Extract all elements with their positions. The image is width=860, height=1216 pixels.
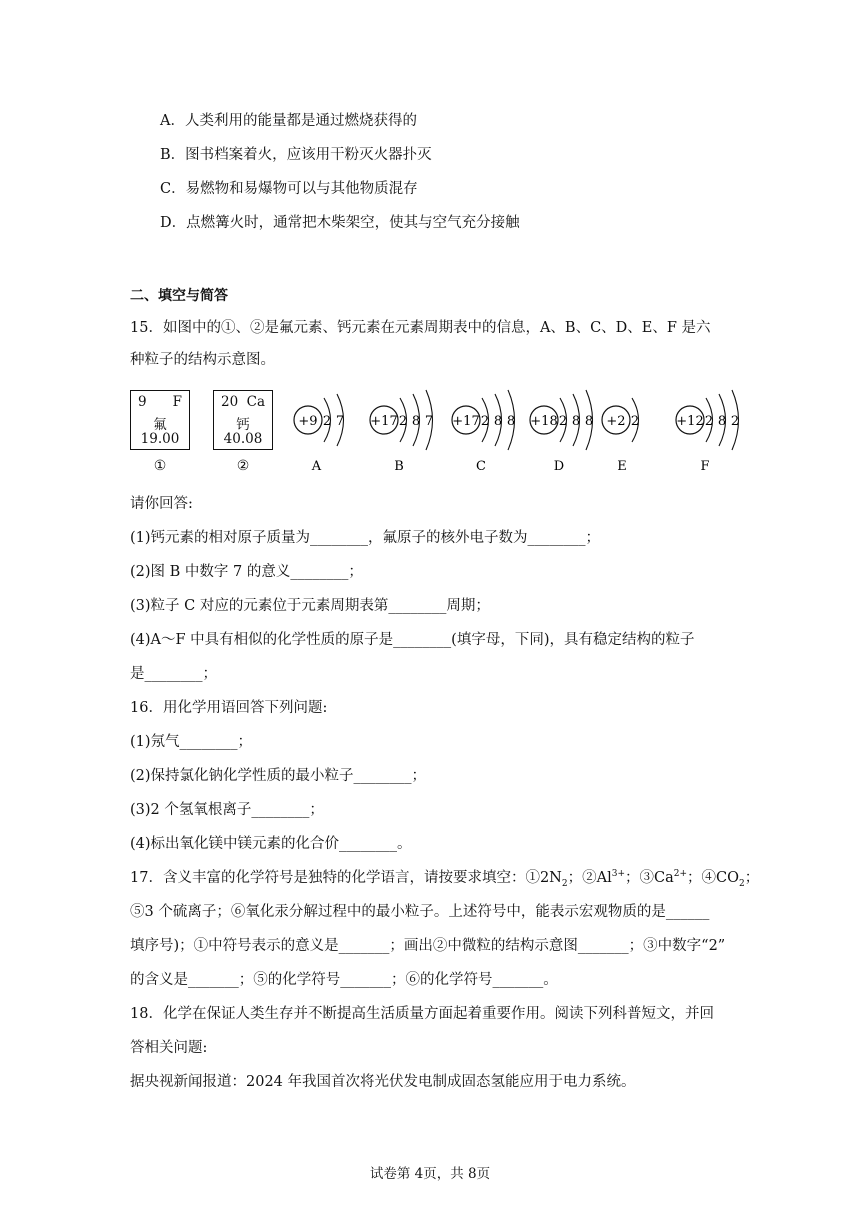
nucleus-charge: +2 xyxy=(606,414,626,429)
q15-sub2: (2)图 B 中数字 7 的意义________； xyxy=(130,564,363,580)
particle-label: C xyxy=(476,459,486,474)
option-c: C．易燃物和易爆物可以与其他物质混存 xyxy=(160,181,418,197)
atom-structure-diagrams xyxy=(0,370,860,480)
q18-line2: 答相关问题: xyxy=(130,1040,208,1056)
shell-electron-count: 8 xyxy=(717,414,727,429)
shell-electron-count: 2 xyxy=(704,414,714,429)
q17-text: 17．含义丰富的化学符号是独特的化学语言，请按要求填空：①2N xyxy=(130,870,562,886)
superscript: 2+ xyxy=(673,869,688,880)
subscript: 2 xyxy=(739,878,745,889)
option-d: D．点燃篝火时，通常把木柴架空，使其与空气充分接触 xyxy=(160,215,520,231)
particle-label: D xyxy=(553,459,565,474)
shell-electron-count: 7 xyxy=(335,414,345,429)
q17-text: ；②Al xyxy=(567,870,612,886)
particle-label: F xyxy=(700,459,710,474)
atomic-mass: 19.00 xyxy=(140,431,180,447)
q16-sub4: (4)标出氧化镁中镁元素的化合价________。 xyxy=(130,836,412,852)
nucleus-charge: +17 xyxy=(452,414,480,429)
q15-prompt: 请你回答: xyxy=(130,496,193,512)
q16-sub3: (3)2 个氢氧根离子________； xyxy=(130,802,324,818)
shell-electron-count: 8 xyxy=(411,414,421,429)
q17-text: ；③Ca xyxy=(625,870,674,886)
element-symbol: Ca xyxy=(246,394,265,410)
atom-diagram-c xyxy=(452,390,515,474)
nucleus-charge: +17 xyxy=(370,414,398,429)
element-name: 钙 xyxy=(236,417,250,433)
shell-electron-count: 8 xyxy=(571,414,581,429)
q17-line4: 的含义是_______；⑤的化学符号_______；⑥的化学符号_______。 xyxy=(130,972,558,988)
shell-electron-count: 2 xyxy=(730,414,740,429)
shell-electron-count: 2 xyxy=(558,414,568,429)
q18-line1: 18．化学在保证人类生存并不断提高生活质量方面起着重要作用。阅读下列科普短文，并回 xyxy=(130,1006,714,1022)
q15-line1: 15．如图中的①、②是氟元素、钙元素在元素周期表中的信息，A、B、C、D、E、F 是六 xyxy=(130,320,711,336)
particle-label: B xyxy=(394,459,404,474)
q18-line3: 据央视新闻报道：2024 年我国首次将光伏发电制成固态氢能应用于电力系统。 xyxy=(130,1074,636,1090)
atomic-mass: 40.08 xyxy=(223,431,263,447)
particle-label: E xyxy=(617,459,627,474)
particle-label: A xyxy=(311,459,322,474)
element-name: 氟 xyxy=(153,417,167,433)
option-a: A．人类利用的能量都是通过燃烧获得的 xyxy=(160,113,417,129)
q15-line2: 种粒子的结构示意图。 xyxy=(130,352,275,368)
q17-line2: ⑤3 个硫离子；⑥氧化汞分解过程中的最小粒子。上述符号中，能表示宏观物质的是______ xyxy=(130,904,710,920)
atom-diagram-a xyxy=(294,394,344,474)
q16-sub2: (2)保持氯化钠化学性质的最小粒子________； xyxy=(130,768,427,784)
nucleus-charge: +18 xyxy=(530,414,558,429)
element-label-1: ① xyxy=(153,458,167,474)
element-label-2: ② xyxy=(236,458,250,474)
shell-electron-count: 7 xyxy=(424,414,434,429)
q17-line1 xyxy=(130,868,759,888)
shell-electron-count: 8 xyxy=(493,414,503,429)
q17-line3: 填序号)；①中符号表示的意义是_______；画出②中微粒的结构示意图_______；③中数字“2” xyxy=(130,938,726,954)
atom-diagram-e xyxy=(602,398,639,474)
q17-text: ；④CO xyxy=(687,870,740,886)
q15-sub4b: 是________； xyxy=(130,666,217,682)
nucleus-charge: +9 xyxy=(298,414,318,429)
q15-sub3: (3)粒子 C 对应的元素位于元素周期表第________周期； xyxy=(130,598,490,614)
element-symbol: F xyxy=(172,394,182,410)
shell-electron-count: 8 xyxy=(584,414,594,429)
atom-diagram-b xyxy=(370,390,433,474)
shell-electron-count: 2 xyxy=(322,414,332,429)
subscript: 2 xyxy=(561,878,568,889)
atom-diagram-f xyxy=(676,390,739,474)
shell-electron-count: 2 xyxy=(630,414,640,429)
q15-sub4a: (4)A～F 中具有相似的化学性质的原子是________(填字母，下同)，具有稳定结构的粒子 xyxy=(130,632,695,648)
section-title: 二、填空与简答 xyxy=(130,288,228,304)
q15-sub1: (1)钙元素的相对原子质量为________，氟原子的核外电子数为________； xyxy=(130,530,601,546)
nucleus-charge: +12 xyxy=(676,414,704,429)
q16-sub1: (1)氖气________； xyxy=(130,734,253,750)
atom-diagram-d xyxy=(530,390,593,474)
atomic-number: 9 xyxy=(138,394,147,410)
shell-electron-count: 2 xyxy=(398,414,408,429)
shell-electron-count: 2 xyxy=(480,414,490,429)
atomic-number: 20 xyxy=(221,394,239,410)
q16-title: 16．用化学用语回答下列问题: xyxy=(130,700,328,716)
shell-electron-count: 8 xyxy=(506,414,516,429)
page-footer: 试卷第 4页，共 8页 xyxy=(369,1166,491,1182)
superscript: 3+ xyxy=(611,869,625,880)
option-b: B．图书档案着火，应该用干粉灭火器扑灭 xyxy=(160,147,432,163)
q17-text: ； xyxy=(744,870,760,886)
